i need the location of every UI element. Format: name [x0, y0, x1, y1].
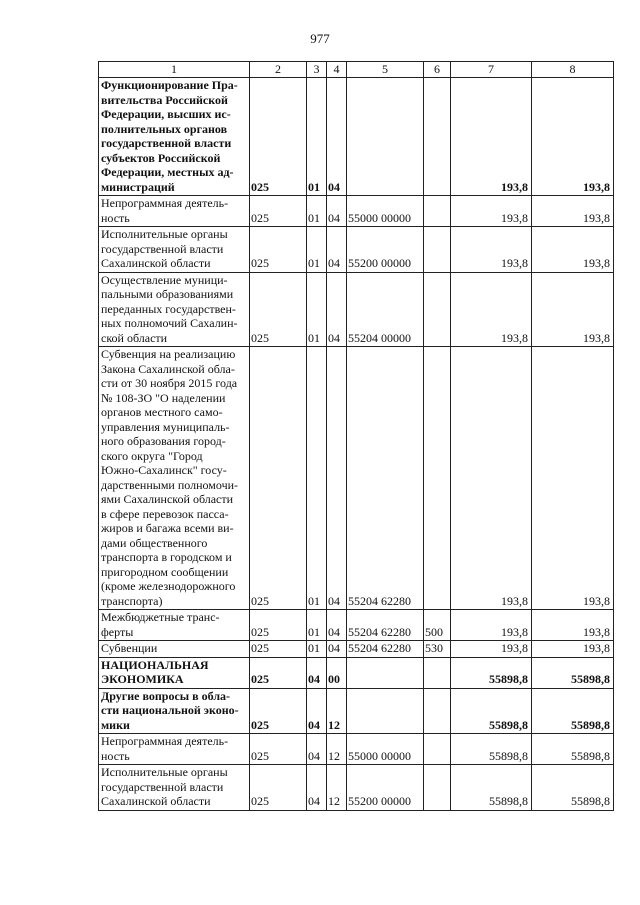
subsection-code-cell: 00 [327, 657, 347, 688]
target-article-cell [347, 78, 424, 196]
admin-code-cell: 025 [250, 272, 307, 347]
item-name-cell: НАЦИОНАЛЬНАЯ ЭКОНОМИКА [99, 657, 250, 688]
expense-type-cell [424, 657, 451, 688]
subsection-code-cell: 12 [327, 765, 347, 811]
section-code-cell: 04 [307, 765, 327, 811]
expense-type-cell [424, 765, 451, 811]
table-row [99, 78, 614, 196]
admin-code-cell: 025 [250, 347, 307, 610]
admin-code-cell: 025 [250, 227, 307, 273]
amount-cell: 193,8 [451, 610, 532, 641]
target-article-cell: 55204 62280 [347, 641, 424, 658]
amount-cell: 193,8 [451, 227, 532, 273]
amount-cell: 55898,8 [532, 734, 614, 765]
amount-cell: 55898,8 [451, 657, 532, 688]
amount-cell: 193,8 [532, 347, 614, 610]
expense-type-cell [424, 227, 451, 273]
table-row [99, 196, 614, 227]
header-cell: 8 [532, 62, 614, 78]
section-code-cell: 04 [307, 657, 327, 688]
target-article-cell [347, 688, 424, 734]
admin-code-cell: 025 [250, 688, 307, 734]
subsection-code-cell: 04 [327, 347, 347, 610]
expense-type-cell: 500 [424, 610, 451, 641]
table-row [99, 347, 614, 610]
table-row [99, 688, 614, 734]
expense-type-cell [424, 688, 451, 734]
expense-type-cell [424, 734, 451, 765]
item-name-cell: Непрограммная деятель- ность [99, 196, 250, 227]
header-cell: 6 [424, 62, 451, 78]
expense-type-cell [424, 347, 451, 610]
amount-cell: 55898,8 [451, 765, 532, 811]
admin-code-cell: 025 [250, 610, 307, 641]
target-article-cell: 55200 00000 [347, 765, 424, 811]
subsection-code-cell: 04 [327, 78, 347, 196]
table-row [99, 227, 614, 273]
admin-code-cell: 025 [250, 657, 307, 688]
expense-type-cell [424, 272, 451, 347]
target-article-cell [347, 657, 424, 688]
amount-cell: 55898,8 [451, 734, 532, 765]
amount-cell: 193,8 [532, 78, 614, 196]
target-article-cell: 55204 00000 [347, 272, 424, 347]
target-article-cell: 55204 62280 [347, 610, 424, 641]
table-row [99, 657, 614, 688]
section-code-cell: 01 [307, 347, 327, 610]
admin-code-cell: 025 [250, 196, 307, 227]
subsection-code-cell: 04 [327, 196, 347, 227]
page-number: 977 [310, 31, 330, 46]
header-row [99, 62, 614, 78]
expense-type-cell: 530 [424, 641, 451, 658]
admin-code-cell: 025 [250, 641, 307, 658]
subsection-code-cell: 12 [327, 734, 347, 765]
header-cell: 7 [451, 62, 532, 78]
target-article-cell: 55204 62280 [347, 347, 424, 610]
admin-code-cell: 025 [250, 765, 307, 811]
amount-cell: 193,8 [532, 227, 614, 273]
section-code-cell: 01 [307, 272, 327, 347]
item-name-cell: Непрограммная деятель- ность [99, 734, 250, 765]
item-name-cell: Другие вопросы в обла- сти национальной эконо- мики [99, 688, 250, 734]
section-code-cell: 01 [307, 78, 327, 196]
table-row [99, 610, 614, 641]
table-body [99, 62, 614, 811]
table-row [99, 641, 614, 658]
subsection-code-cell: 04 [327, 610, 347, 641]
amount-cell: 55898,8 [451, 688, 532, 734]
amount-cell: 193,8 [532, 196, 614, 227]
admin-code-cell: 025 [250, 734, 307, 765]
item-name-cell: Осуществление муници- пальными образованиями переданных государствен- ных полномочий Сахалин- ской области [99, 272, 250, 347]
header-cell: 2 [250, 62, 307, 78]
header-cell: 4 [327, 62, 347, 78]
target-article-cell: 55000 00000 [347, 734, 424, 765]
amount-cell: 193,8 [532, 610, 614, 641]
amount-cell: 193,8 [451, 641, 532, 658]
target-article-cell: 55200 00000 [347, 227, 424, 273]
item-name-cell: Исполнительные органы государственной власти Сахалинской области [99, 765, 250, 811]
budget-table [98, 61, 614, 811]
subsection-code-cell: 12 [327, 688, 347, 734]
section-code-cell: 01 [307, 641, 327, 658]
subsection-code-cell: 04 [327, 641, 347, 658]
header-cell: 1 [99, 62, 250, 78]
expense-type-cell [424, 196, 451, 227]
item-name-cell: Исполнительные органы государственной власти Сахалинской области [99, 227, 250, 273]
subsection-code-cell: 04 [327, 272, 347, 347]
amount-cell: 193,8 [451, 78, 532, 196]
section-code-cell: 01 [307, 610, 327, 641]
item-name-cell: Субвенции [99, 641, 250, 658]
section-code-cell: 04 [307, 734, 327, 765]
table-row [99, 765, 614, 811]
header-cell: 5 [347, 62, 424, 78]
table-row [99, 734, 614, 765]
admin-code-cell: 025 [250, 78, 307, 196]
item-name-cell: Субвенция на реализацию Закона Сахалинской обла- сти от 30 ноября 2015 года № 108-ЗО "О наделении органов местного само- управления муниципаль- ного образования город- ского округа "Город Южно-Сахалинск" госу- дарственными полномочи- ями Сахалинской области в сфере перевозок пасса- жиров и багажа всеми ви- дами общественного транспорта в городском и пригородном сообщении (кроме железнодорожного транспорта) [99, 347, 250, 610]
header-cell: 3 [307, 62, 327, 78]
item-name-cell: Функционирование Пра- вительства Российской Федерации, высших ис- полнительных органов государственной власти субъектов Российской Федерации, местных ад- министраций [99, 78, 250, 196]
amount-cell: 55898,8 [532, 657, 614, 688]
section-code-cell: 01 [307, 227, 327, 273]
expense-type-cell [424, 78, 451, 196]
amount-cell: 193,8 [451, 196, 532, 227]
table-row [99, 272, 614, 347]
section-code-cell: 01 [307, 196, 327, 227]
amount-cell: 55898,8 [532, 765, 614, 811]
section-code-cell: 04 [307, 688, 327, 734]
amount-cell: 193,8 [532, 641, 614, 658]
amount-cell: 193,8 [451, 272, 532, 347]
amount-cell: 193,8 [532, 272, 614, 347]
item-name-cell: Межбюджетные транс- ферты [99, 610, 250, 641]
target-article-cell: 55000 00000 [347, 196, 424, 227]
amount-cell: 55898,8 [532, 688, 614, 734]
subsection-code-cell: 04 [327, 227, 347, 273]
amount-cell: 193,8 [451, 347, 532, 610]
